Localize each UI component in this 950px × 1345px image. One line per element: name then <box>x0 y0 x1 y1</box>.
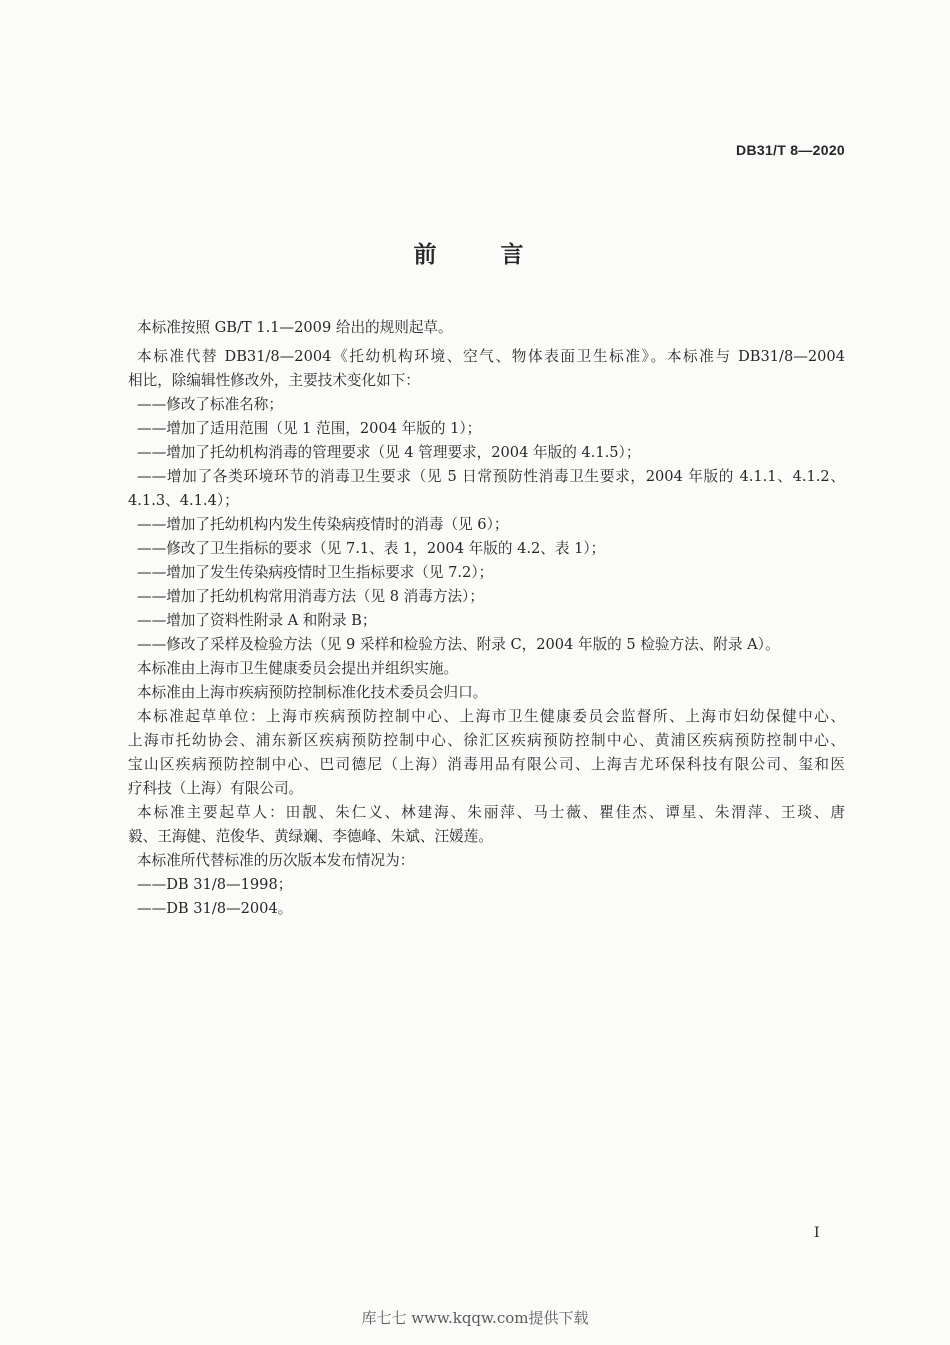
text-line: 相比，除编辑性修改外，主要技术变化如下： <box>128 372 420 389</box>
text-line: 4.1.3、4.1.4）； <box>128 492 239 509</box>
download-source-footer: 库七七 www.kqqw.com提供下载 <box>361 1309 589 1327</box>
text-line: 宝山区疾病预防控制中心、巴司德尼（上海）消毒用品有限公司、上海吉尤环保科技有限公司、玺和医 <box>128 756 845 773</box>
list-item: ——修改了采样及检验方法（见 9 采样和检验方法、附录 C，2004 年版的 5 检验方法、附录 A）。 <box>137 636 780 653</box>
text-line: 毅、王海健、范俊华、黄绿斓、李德峰、朱斌、汪媛莲。 <box>128 828 493 845</box>
list-item: ——增加了托幼机构内发生传染病疫情时的消毒（见 6）； <box>137 516 509 533</box>
text-line: 上海市托幼协会、浦东新区疾病预防控制中心、徐汇区疾病预防控制中心、黄浦区疾病预防控制中心、 <box>128 732 845 749</box>
text-line: 本标准主要起草人：田靓、朱仁义、林建海、朱丽萍、马士薇、瞿佳杰、谭星、朱渭萍、王琰、唐 <box>137 804 845 821</box>
list-item: ——增加了各类环境环节的消毒卫生要求（见 5 日常预防性消毒卫生要求，2004 年版的 4.1.1、4.1.2、 <box>137 468 845 485</box>
list-item: ——DB 31/8—2004。 <box>137 900 293 917</box>
text-line: 本标准起草单位：上海市疾病预防控制中心、上海市卫生健康委员会监督所、上海市妇幼保健中心、 <box>137 708 845 725</box>
list-item: ——增加了发生传染病疫情时卫生指标要求（见 7.2）； <box>137 564 494 581</box>
text-line: 本标准由上海市卫生健康委员会提出并组织实施。 <box>137 660 459 677</box>
list-item: ——增加了托幼机构常用消毒方法（见 8 消毒方法）； <box>137 588 484 605</box>
list-item: ——增加了适用范围（见 1 范围，2004 年版的 1）； <box>137 420 482 437</box>
page-title: 前 言 <box>413 242 552 268</box>
text-line: 本标准所代替标准的历次版本发布情况为： <box>137 852 415 869</box>
foreword-body <box>128 316 845 921</box>
list-item: ——增加了资料性附录 A 和附录 B； <box>137 612 377 629</box>
document-code-header: DB31/T 8—2020 <box>736 142 845 158</box>
page-number: I <box>814 1225 820 1241</box>
text-line: 本标准按照 GB/T 1.1—2009 给出的规则起草。 <box>137 319 453 336</box>
text-line: 疗科技（上海）有限公司。 <box>128 780 304 797</box>
text-line: 本标准由上海市疾病预防控制标准化技术委员会归口。 <box>137 684 488 701</box>
list-item: ——增加了托幼机构消毒的管理要求（见 4 管理要求，2004 年版的 4.1.5）； <box>137 444 641 461</box>
list-item: ——修改了标准名称； <box>137 396 283 413</box>
list-item: ——修改了卫生指标的要求（见 7.1、表 1，2004 年版的 4.2、表 1）； <box>137 540 606 557</box>
text-line: 本标准代替 DB31/8—2004《托幼机构环境、空气、物体表面卫生标准》。本标准与 DB31/8—2004 <box>137 348 845 365</box>
list-item: ——DB 31/8—1998； <box>137 876 293 893</box>
